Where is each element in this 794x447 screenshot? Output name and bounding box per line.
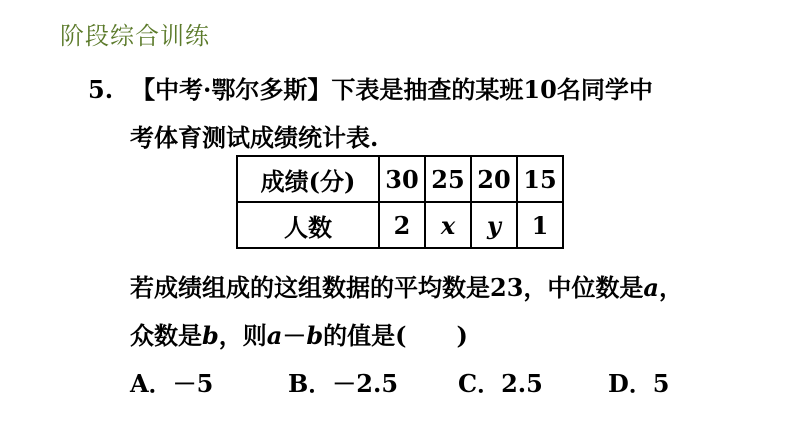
- option-a[interactable]: A．－5: [130, 369, 214, 398]
- minus-sign: －: [282, 321, 307, 350]
- table-header-count: 人数: [237, 202, 379, 248]
- section-header: 阶段综合训练: [60, 22, 210, 50]
- table-row-count: [237, 202, 563, 248]
- option-b[interactable]: B．－2.5: [288, 369, 399, 398]
- table-header-score: 成绩(分): [237, 156, 379, 202]
- question-line-4: [130, 316, 468, 351]
- question-text-3: 若成绩组成的这组数据的平均数是23，中位数是: [130, 273, 644, 302]
- variable-b: b: [306, 321, 324, 350]
- question-line-3: [130, 268, 683, 303]
- question-number: 5.: [88, 75, 114, 104]
- table-cell: 2: [379, 202, 425, 248]
- answer-options: [130, 364, 730, 396]
- question-text-4b: ，则: [218, 321, 267, 350]
- question-text-1: 【中考·鄂尔多斯】下表是抽查的某班10名同学中: [131, 75, 653, 104]
- option-c[interactable]: C．2.5: [458, 369, 543, 398]
- punctuation: ，: [658, 273, 683, 302]
- table-cell: 25: [425, 156, 471, 202]
- close-paren: ): [456, 321, 468, 350]
- table-cell: y: [471, 202, 517, 248]
- question-text-4a: 众数是: [130, 321, 202, 350]
- option-d[interactable]: D．5: [608, 369, 670, 398]
- question-line-1: [88, 70, 653, 105]
- table-cell: 20: [471, 156, 517, 202]
- table-cell: 15: [517, 156, 563, 202]
- table-cell: x: [425, 202, 471, 248]
- score-table: [236, 155, 564, 249]
- variable-a: a: [266, 321, 283, 350]
- variable-a: a: [643, 273, 659, 302]
- question-text-4c: 的值是(: [323, 321, 407, 350]
- table-row-score: [237, 156, 563, 202]
- question-line-2: 考体育测试成绩统计表.: [130, 123, 379, 152]
- table-cell: 30: [379, 156, 425, 202]
- table-cell: 1: [517, 202, 563, 248]
- variable-b: b: [202, 321, 219, 350]
